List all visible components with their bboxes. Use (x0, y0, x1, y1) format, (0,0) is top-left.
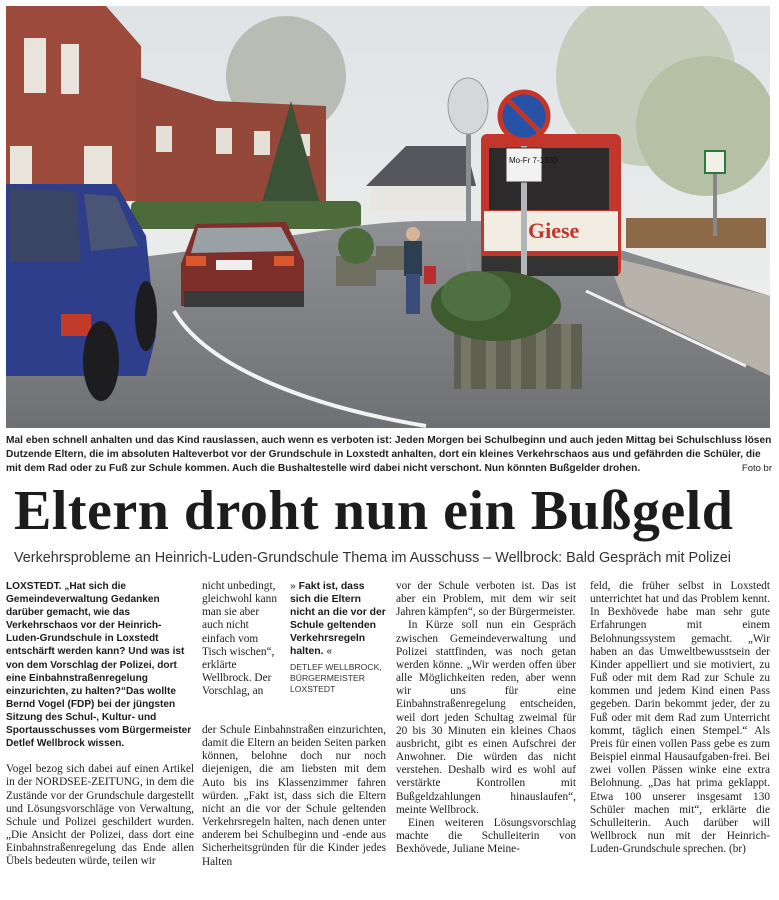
quote-role: BÜRGERMEISTER (290, 673, 365, 683)
photo-caption (6, 434, 772, 476)
article-column-1 (6, 580, 194, 868)
article-column-3 (396, 580, 576, 856)
street-scene-photo (6, 6, 770, 428)
article-paragraph: Einen weiteren Lösungsvorschlag machte die Schulleiterin von Bexhövede, Juliane Meine- (396, 816, 576, 856)
subheadline: Verkehrsprobleme an Heinrich-Luden-Grundschule Thema im Ausschuss – Wellbrock: Bald Gespräch mit Polizei (14, 550, 731, 566)
caption-text-end: aus und gefährden die Schüler, die mit dem Rad oder zu Fuß zur Schule kommen. Auch die Bushaltestelle wird dabei nicht verschont. Nun könnten Bußgelder drohen. (6, 449, 761, 474)
headline: Eltern droht nun ein Bußgeld (14, 480, 734, 542)
caption-highlight: kleines Verkehrschaos (479, 449, 590, 460)
photo-credit: Foto br (741, 463, 772, 474)
bus-logo-text: Giese (528, 218, 580, 243)
article-column-2-top (202, 580, 282, 698)
pull-quote (290, 580, 386, 695)
article-lead: LOXSTEDT. „Hat sich die Gemeindeverwaltung Gedanken darüber gemacht, wie das Verkehrschaos vor der Heinrich-Luden-Grundschule in Loxstedt entschärft werden kann? Und was ist von dem Vorschlag der Polizei, dort eine Einbahnstraßenregelung einzurichten, zu halten?“Das wollte Bernd Vogel (FDP) bei der jüngsten Sitzung des Schul-, Kultur- und Sportausschusses vom Bürgermeister Detlef Wellbrock wissen. (6, 581, 192, 750)
article-paragraph: In Kürze soll nun ein Gespräch zwischen Gemeindeverwaltung und Polizei stattfinden, was noch getan werden könne. „Wir werden offen über alle Möglichkeiten reden, aber wenn wir uns für eine Einbahnstraßenregelung entscheiden, weil dort jeden Schultag zweimal für 20 bis 30 Minuten ein kleines Chaos ausbricht, gibt es einen Aufschrei der Anwohner. Die würden das nicht verstehen. Deshalb wird es wohl auf verstärkte Kontrollen mit Bußgeldzahlungen hinauslaufen“, meinte Wellbrock. (396, 619, 576, 816)
article-paragraph: der Schule Einbahnstraßen einzurichten, damit die Eltern an beiden Seiten parken können, belohne doch nur noch diejenigen, die am liebsten mit dem Auto bis ins Klassenzimmer fahren würden. „Fakt ist, dass sich die Eltern nicht an die vor der Schule geltenden Verkehrsregeln halten, nach denen unter anderem bei Schulbeginn und -ende aus Sicherheitsgründen für die Kinder jedes Halten (202, 724, 386, 868)
article-paragraph: Vogel bezog sich dabei auf einen Artikel in der NORDSEE-ZEITUNG, in dem die Zustände vor der Grundschule dargestellt und Lösungsvorschläge von Verwaltung, Schule und Polizei geschildert wurden. „Die Ansicht der Polizei, dass dort eine Einbahnstraßenregelung das Ende allen Übels bedeuten würde, teilen wir (6, 763, 194, 868)
quote-text: Fakt ist, dass sich die Eltern nicht an die vor der Schule geltenden Verkehrsregeln halten. (290, 581, 386, 657)
article-paragraph: nicht unbedingt, gleichwohl kann man sie aber auch nicht einfach vom Tisch wischen“, erklärte Wellbrock. Der Vorschlag, an (202, 580, 277, 698)
article-paragraph: feld, die früher selbst in Loxstedt unterrichtet hat und das Problem kennt. In Bexhövede habe man sehr gute Erfahrungen mit einem Belohnungssystem gemacht. „Wir haben an das Umweltbewusstsein der Kinder appelliert und sie motiviert, zu Fuß oder mit dem Rad zur Schule zu kommen und jedem Kind einen Pass gegeben. Darin bekommt jeder, der zu Fuß oder mit dem Rad zum Unterricht kommt, täglich einen Stempel.“ Als Preis für einen vollen Pass gebe es zum Beispiel einmal Hausaufgaben-frei. Bei zwei vollen Pässen winke eine extra Belohnung. „Das hat prima geklappt. Etwa 100 unserer insgesamt 130 Schüler machen mit“, erklärte die Schulleiterin. Auch darüber will Wellbrock nun mit der Heinrich-Luden-Grundschule sprechen. (br) (590, 580, 770, 856)
quote-place: LOXSTEDT (290, 684, 336, 694)
caption-text: Mal eben schnell anhalten und das Kind rauslassen, auch wenn es verboten ist: Jeden Morgen bei Schulbeginn und auch jeden Mittag bei Schulschluss lösen Dutzende Eltern, die im absoluten Halteverbot vor der Grundschule in Loxstedt anhalten, dort ein (6, 435, 772, 460)
quote-close-mark: « (326, 646, 333, 657)
quote-open-mark: » (290, 581, 296, 592)
quote-author: DETLEF WELLBROCK, (290, 662, 382, 672)
article-column-2 (202, 724, 386, 869)
sign-text: Mo-Fr 7-1330 (509, 156, 558, 165)
quote-attribution (290, 662, 386, 695)
article-photo (6, 6, 770, 428)
article-column-4 (590, 580, 770, 856)
article-paragraph: vor der Schule verboten ist. Das ist aber ein Problem, mit dem wir seit Jahren kämpfen“, so der Bürgermeister. (396, 580, 576, 619)
